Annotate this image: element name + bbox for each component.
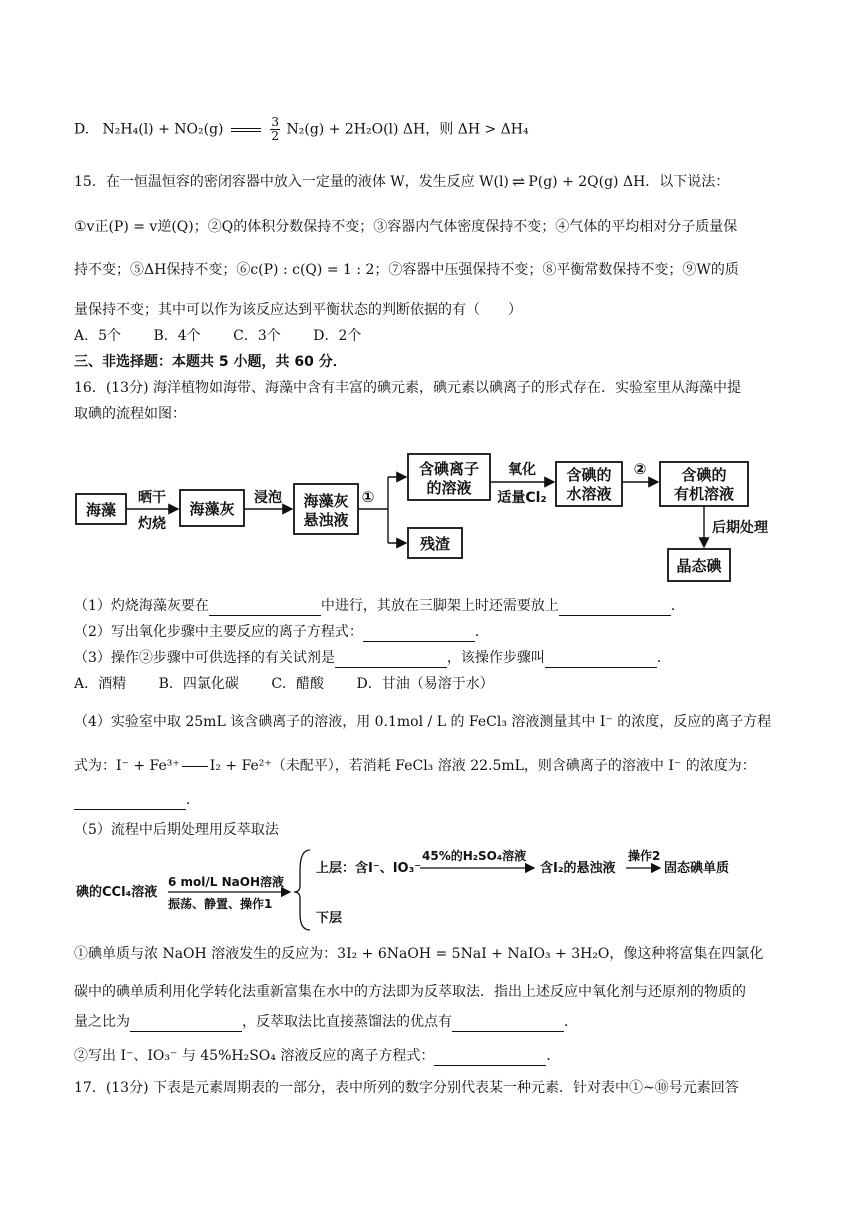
answer-blank[interactable]: [209, 601, 321, 616]
q16-part5-2: ②写出 I⁻、IO₃⁻ 与 45%H₂SO₄ 溶液反应的离子方程式： ．: [74, 1048, 561, 1064]
equilibrium-arrow-icon: ⇌: [511, 172, 526, 191]
q16-part5-1-line2: 碳中的碘单质利用化学转化法重新富集在水中的方法即为反萃取法．指出上述反应中氧化剂与还原剂的物质的: [74, 984, 746, 1000]
flow2-naoh-label: 6 mol/L NaOH溶液: [168, 875, 284, 889]
answer-blank[interactable]: [545, 653, 657, 668]
flow-step1: ①: [361, 488, 375, 506]
flow2-lower: 下层: [316, 911, 343, 926]
q15-line3: 持不变；⑤ΔH保持不变；⑥c(P) : c(Q) = 1 : 2；⑦容器中压强保持不变；⑧平衡常数保持不变；⑨W的质: [74, 262, 739, 278]
answer-blank[interactable]: [335, 653, 447, 668]
q15-line4: 量保持不变；其中可以作为该反应达到平衡状态的判断依据的有（ ）: [74, 302, 522, 318]
q16-part3: （3）操作②步骤中可供选择的有关试剂是 ，该操作步骤叫 ．: [74, 650, 671, 666]
back-extraction-flowchart: [74, 842, 794, 932]
answer-blank[interactable]: [74, 795, 186, 810]
flow-cl2-label: 适量Cl₂: [497, 490, 547, 506]
flow-later-label: 后期处理: [712, 520, 768, 536]
flow-organic-l1: 含碘的: [681, 466, 727, 484]
q15-line1: 15．在一恒温恒容的密闭容器中放入一定量的液体 W，发生反应 W(l) ⇌ P(g) + 2Q(g) ΔH．以下说法：: [74, 172, 730, 191]
q16-part5: （5）流程中后期处理用反萃取法: [74, 822, 279, 838]
q16-part5-1-line3: 量之比为 ，反萃取法比直接蒸馏法的优点有 ．: [74, 1014, 578, 1030]
flow-iodide-l1: 含碘离子: [418, 460, 480, 478]
flow-organic-l2: 有机溶液: [673, 485, 735, 503]
flow-seaweed: 海藻: [85, 501, 117, 519]
q15-options: A．5个 B．4个 C．3个 D．2个: [74, 328, 362, 344]
flow-aqueous-l2: 水溶液: [566, 485, 612, 503]
flow-crystal: 晶态碘: [676, 557, 722, 575]
flow2-op2-label: 操作2: [628, 849, 661, 863]
q16-part1: （1）灼烧海藻灰要在 中进行，其放在三脚架上时还需要放上 ．: [74, 598, 685, 614]
reaction-line: [182, 766, 208, 767]
q14d-lhs: N₂H₄(l) + NO₂(g): [102, 121, 224, 138]
flow2-upper: 上层：含I⁻、IO₃⁻: [316, 861, 422, 876]
flow-dry-label: 晒干: [138, 490, 166, 506]
iodine-extraction-flowchart: [70, 452, 790, 587]
flow-suspension-l2: 悬浊液: [303, 511, 349, 529]
q16-part3-options: A．酒精 B．四氯化碳 C．醋酸 D．甘油（易溶于水）: [74, 676, 494, 692]
flow-suspension-l1: 海藻灰: [303, 492, 349, 510]
flow-soak-label: 浸泡: [254, 490, 282, 506]
fraction: $\frac{3}{2}$: [271, 115, 280, 143]
flow-step2: ②: [633, 460, 647, 478]
flow-residue: 残渣: [419, 535, 451, 553]
flow2-acid-label: 45%的H₂SO₄溶液: [422, 849, 527, 863]
answer-blank[interactable]: [130, 1017, 242, 1032]
flow2-ops-label: 振荡、静置、操作1: [168, 897, 273, 911]
q16-part5-1-line1: ①碘单质与浓 NaOH 溶液发生的反应为：3I₂ + 6NaOH = 5NaI + NaIO₃ + 3H₂O，像这种将富集在四氯化: [74, 946, 764, 962]
answer-blank[interactable]: [434, 1051, 546, 1066]
q16-part4-line1: （4）实验室中取 25mL 该含碘离子的溶液，用 0.1mol / L 的 FeCl₃ 溶液测量其中 I⁻ 的浓度，反应的离子方程: [74, 714, 772, 730]
flow-ash: 海藻灰: [189, 500, 235, 518]
answer-blank[interactable]: [363, 627, 475, 642]
flow-aqueous-l1: 含碘的: [566, 466, 612, 484]
q16-part4-line2: 式为：I⁻ + Fe³⁺ I₂ + Fe²⁺（未配平），若消耗 FeCl₃ 溶液 22.5mL，则含碘离子的溶液中 I⁻ 的浓度为：: [74, 758, 756, 774]
flow-iodide-l2: 的溶液: [426, 479, 472, 497]
answer-blank[interactable]: [559, 601, 671, 616]
q16-part4-line3: ．: [74, 790, 200, 810]
q17-intro: 17．(13分) 下表是元素周期表的一部分，表中所列的数字分别代表某一种元素．针对表中①~⑩号元素回答: [74, 1080, 739, 1096]
q14d-rhs: N₂(g) + 2H₂O(l) ΔH: [286, 121, 426, 138]
equals-sign: [231, 128, 261, 132]
flow-oxidize-label: 氧化: [508, 462, 536, 478]
flow2-mid: 含I₂的悬浊液: [540, 861, 616, 876]
section-heading: 三、非选择题：本题共 5 小题，共 60 分．: [74, 354, 347, 370]
q16-intro-line2: 取碘的流程如图：: [74, 406, 186, 422]
q16-intro-line1: 16．(13分) 海洋植物如海带、海藻中含有丰富的碘元素，碘元素以碘离子的形式存在．实验室里从海藻中提: [74, 380, 742, 396]
flow-burn-label: 灼烧: [138, 516, 166, 532]
q15-line2: ①v正(P) = v逆(Q)；②Q的体积分数保持不变；③容器内气体密度保持不变；④气体的平均相对分子质量保: [74, 219, 738, 235]
flow2-start: 碘的CCl₄溶液: [76, 885, 158, 900]
flow2-end: 固态碘单质: [664, 861, 730, 876]
answer-blank[interactable]: [452, 1017, 564, 1032]
q16-part2: （2）写出氧化步骤中主要反应的离子方程式： ．: [74, 624, 489, 640]
q14-option-d: D. N₂H₄(l) + NO₂(g) $\frac{3}{2}$ N₂(g) + 2H₂O(l) ΔH，则 ΔH > ΔH₄: [74, 115, 529, 143]
